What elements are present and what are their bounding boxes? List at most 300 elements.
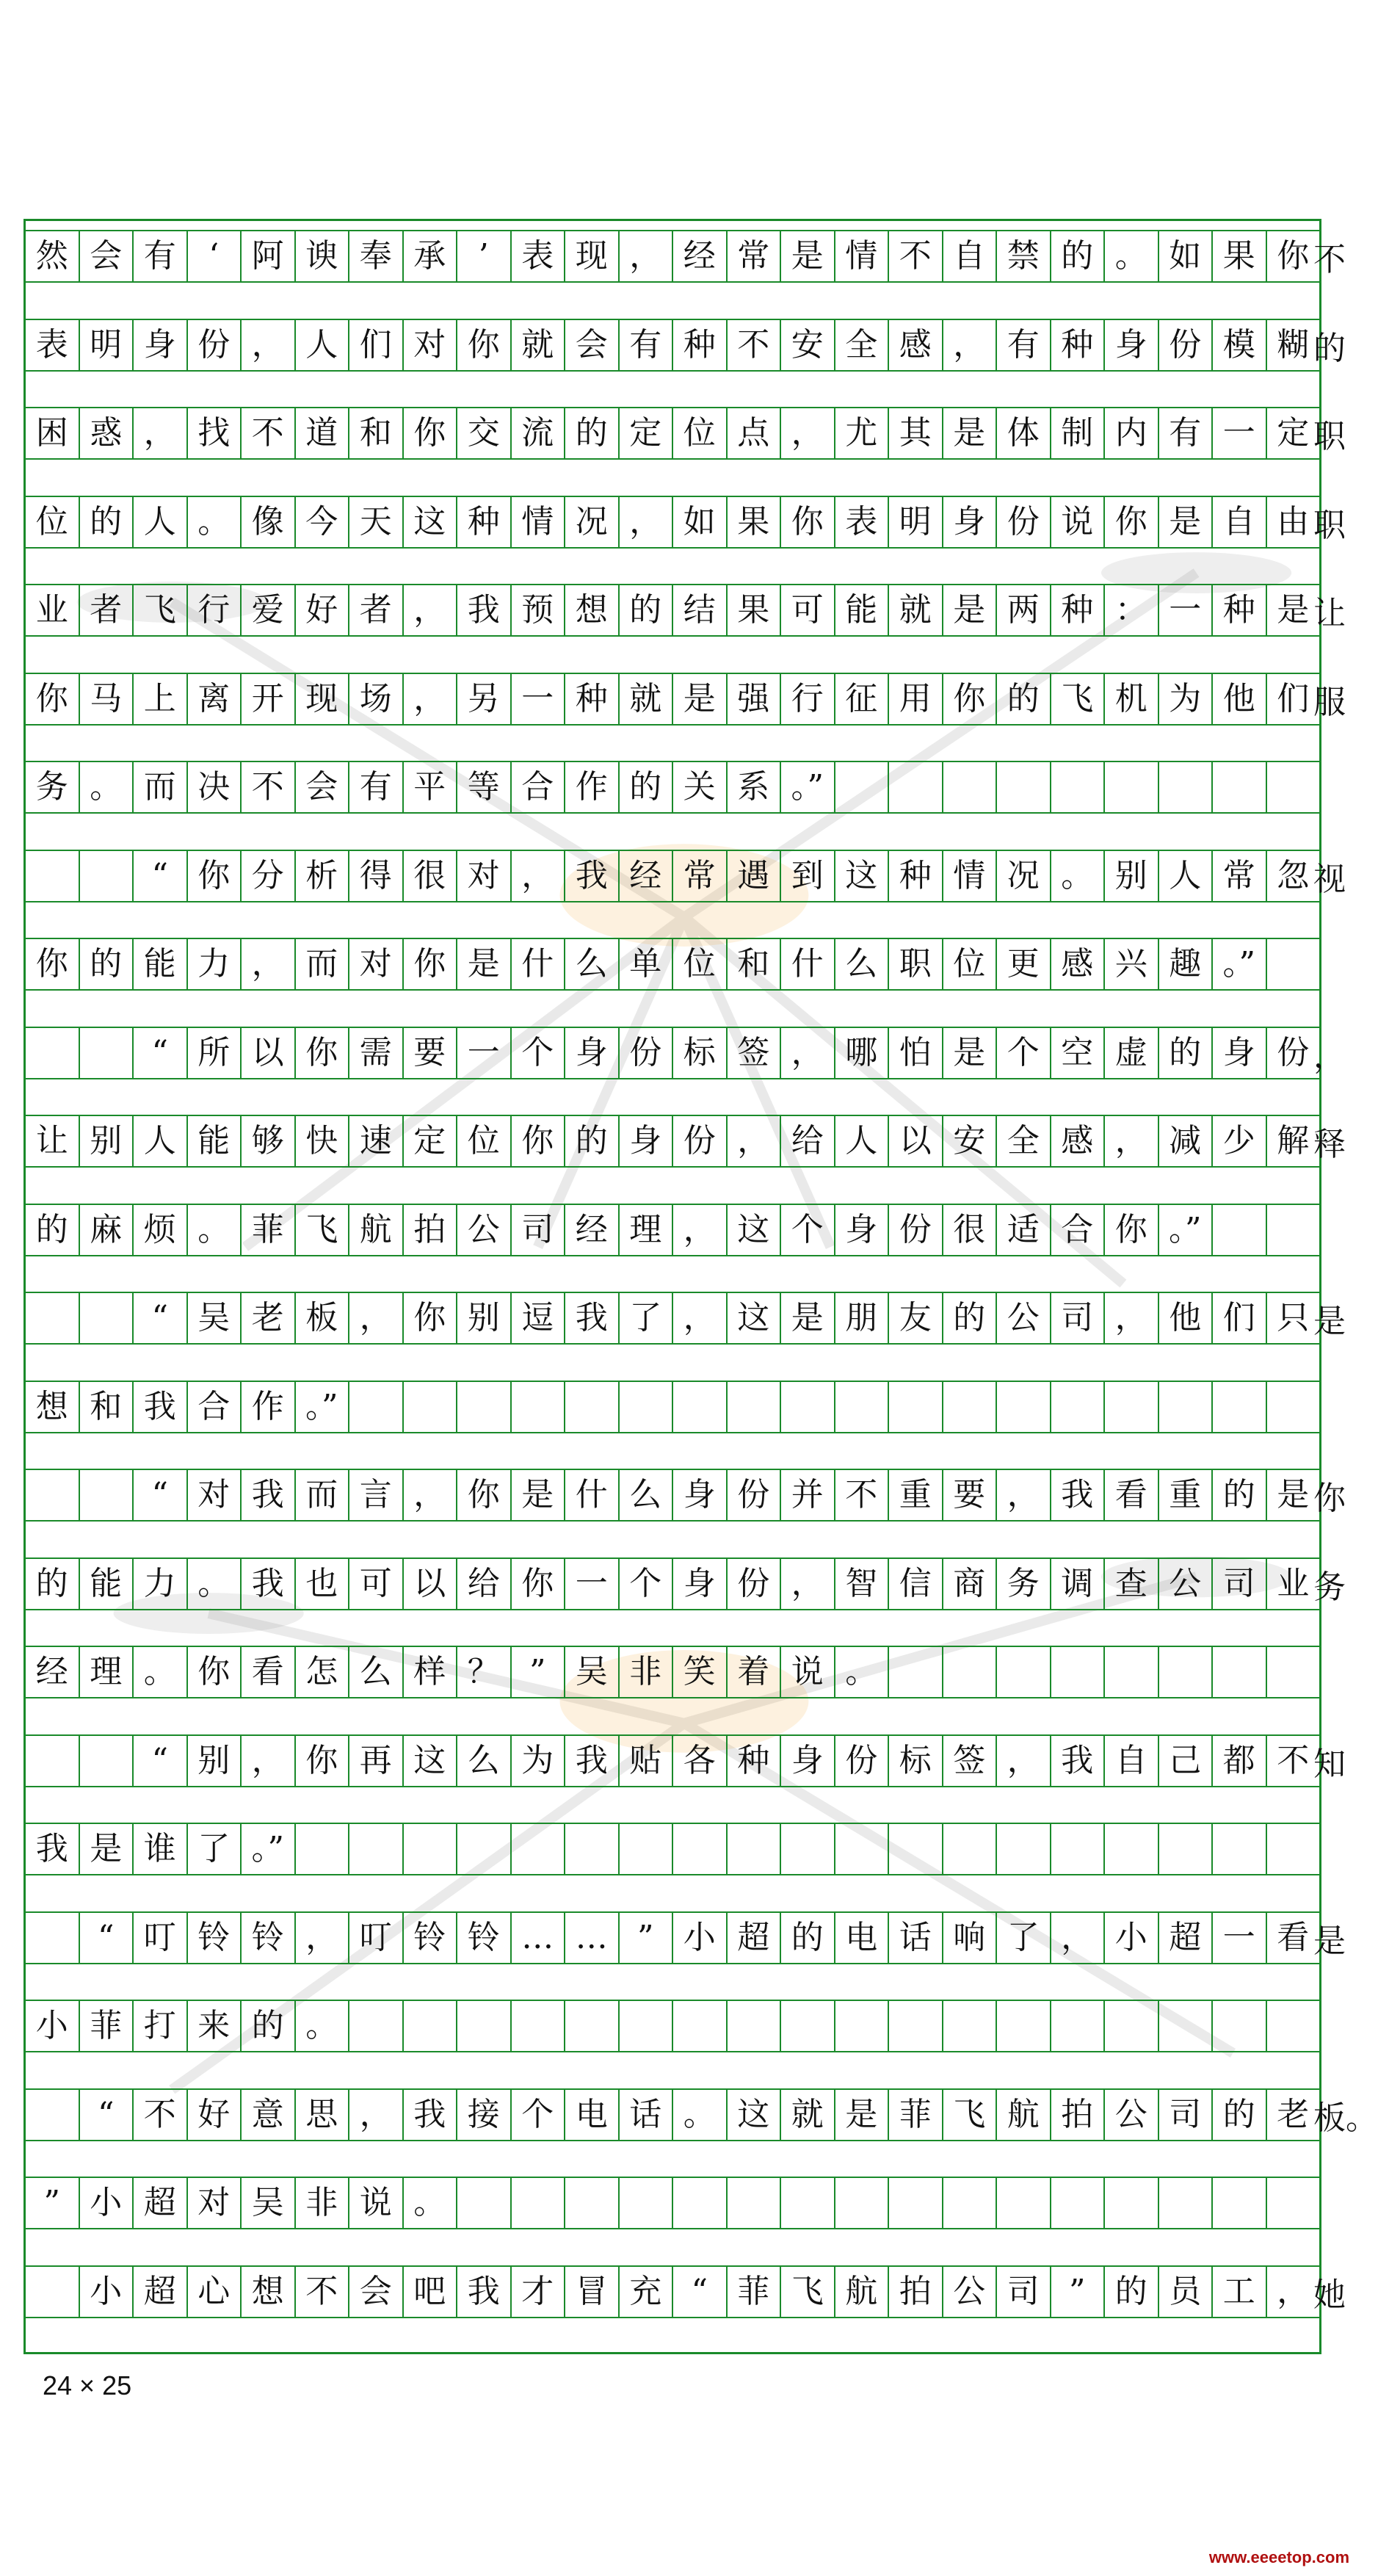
grid-cell: 虚 — [1105, 1028, 1159, 1078]
grid-cell: 我 — [26, 1824, 80, 1874]
grid-cell: 接 — [457, 2090, 512, 2140]
grid-cell — [349, 2001, 404, 2051]
grid-cell: 其 — [889, 408, 943, 458]
grid-cell: 份 — [1267, 1028, 1321, 1078]
grid-cell: … — [565, 1913, 620, 1963]
grid-cell: 经 — [26, 1647, 80, 1697]
grid-cell — [80, 1736, 134, 1786]
grid-cell: 我 — [565, 1293, 620, 1343]
grid-cell: 流 — [512, 408, 566, 458]
grid-cell: 解 — [1267, 1116, 1321, 1166]
grid-cell: 情 — [512, 497, 566, 547]
grid-cell — [565, 2178, 620, 2228]
grid-cell: 禁 — [997, 231, 1051, 281]
grid-cell: 常 — [1213, 851, 1267, 901]
grid-cell: 。 — [296, 2001, 350, 2051]
grid-cell: 想 — [242, 2267, 296, 2317]
grid-cell: 员 — [1159, 2267, 1214, 2317]
grid-cell: 朋 — [835, 1293, 890, 1343]
grid-cell: “ — [134, 1028, 188, 1078]
grid-cell: 叮 — [349, 1913, 404, 1963]
grid-cell: 果 — [728, 497, 782, 547]
grid-cell: “ — [134, 1736, 188, 1786]
grid-cell: 看 — [1105, 1470, 1159, 1520]
grid-cell — [512, 2178, 566, 2228]
grid-cell: 尤 — [835, 408, 890, 458]
grid-row — [26, 938, 1319, 991]
grid-cell: 情 — [835, 231, 890, 281]
grid-cell: 的 — [1213, 1470, 1267, 1520]
grid-cell: ， — [997, 1470, 1051, 1520]
grid-cell: 他 — [1213, 674, 1267, 724]
grid-cell: … — [512, 1913, 566, 1963]
grid-cell — [457, 1382, 512, 1432]
grid-cell: 好 — [188, 2090, 242, 2140]
grid-cell: 单 — [620, 939, 674, 989]
grid-cell: 别 — [1105, 851, 1159, 901]
grid-cell: 有 — [349, 762, 404, 812]
grid-cell: 菲 — [242, 1205, 296, 1255]
grid-cell: ， — [242, 1736, 296, 1786]
grid-cell: ， — [134, 408, 188, 458]
grid-cell: 人 — [835, 1116, 890, 1166]
grid-cell: 你 — [188, 851, 242, 901]
grid-cell: ？ — [457, 1647, 512, 1697]
grid-cell: 我 — [565, 851, 620, 901]
grid-cell: “ — [134, 851, 188, 901]
grid-cell: ， — [1051, 1913, 1106, 1963]
grid-cell: ” — [26, 2178, 80, 2228]
grid-cell: 行 — [781, 674, 835, 724]
grid-cell: 司 — [1051, 1293, 1106, 1343]
grid-cell: 一 — [1213, 408, 1267, 458]
overflow-punctuation: 让 — [1313, 595, 1346, 632]
grid-cell: 要 — [943, 1470, 998, 1520]
grid-cell: 两 — [997, 585, 1051, 635]
grid-cell: 你 — [404, 939, 458, 989]
grid-cell: 的 — [565, 408, 620, 458]
grid-cell — [781, 2001, 835, 2051]
grid-cell: 务 — [997, 1559, 1051, 1609]
grid-cell: ， — [296, 1913, 350, 1963]
grid-cell — [728, 1382, 782, 1432]
grid-cell: 有 — [620, 320, 674, 370]
grid-cell — [1159, 2178, 1214, 2228]
grid-cell: 。 — [134, 1647, 188, 1697]
grid-cell: 对 — [188, 2178, 242, 2228]
grid-cell: 体 — [997, 408, 1051, 458]
grid-cell: 制 — [1051, 408, 1106, 458]
grid-cell: 不 — [728, 320, 782, 370]
grid-cell: 你 — [188, 1647, 242, 1697]
grid-row — [26, 761, 1319, 814]
grid-cell: 这 — [728, 2090, 782, 2140]
grid-cell: ， — [242, 320, 296, 370]
grid-cell — [620, 1824, 674, 1874]
grid-cell: 们 — [1213, 1293, 1267, 1343]
grid-cell: 的 — [565, 1116, 620, 1166]
grid-cell: 什 — [565, 1470, 620, 1520]
grid-cell — [80, 1293, 134, 1343]
grid-cell: 者 — [80, 585, 134, 635]
grid-cell — [1213, 2001, 1267, 2051]
grid-cell: 铃 — [457, 1913, 512, 1963]
grid-cell — [1105, 762, 1159, 812]
grid-cell: 我 — [134, 1382, 188, 1432]
grid-cell: 电 — [835, 1913, 890, 1963]
grid-cell: 你 — [296, 1028, 350, 1078]
grid-cell: 我 — [1051, 1470, 1106, 1520]
grid-cell: ” — [512, 1647, 566, 1697]
grid-cell: 一 — [1213, 1913, 1267, 1963]
grid-cell: 公 — [1159, 1559, 1214, 1609]
grid-cell — [1051, 2178, 1106, 2228]
grid-cell: 超 — [1159, 1913, 1214, 1963]
grid-cell: 才 — [512, 2267, 566, 2317]
grid-cell — [781, 1824, 835, 1874]
grid-cell: 决 — [188, 762, 242, 812]
grid-cell: 重 — [889, 1470, 943, 1520]
grid-cell: 一 — [565, 1559, 620, 1609]
grid-cell: 别 — [188, 1736, 242, 1786]
grid-cell: 。 — [188, 1559, 242, 1609]
grid-cell: 就 — [781, 2090, 835, 2140]
grid-cell: 和 — [349, 408, 404, 458]
grid-cell: 分 — [242, 851, 296, 901]
grid-cell: 超 — [134, 2178, 188, 2228]
grid-cell: 么 — [620, 1470, 674, 1520]
grid-cell: 不 — [1267, 1736, 1321, 1786]
grid-row — [26, 1823, 1319, 1875]
grid-cell: ， — [1105, 1293, 1159, 1343]
grid-cell: 吴 — [565, 1647, 620, 1697]
grid-cell: 小 — [26, 2001, 80, 2051]
grid-cell: 而 — [296, 1470, 350, 1520]
grid-cell: 自 — [1105, 1736, 1159, 1786]
grid-cell: 者 — [349, 585, 404, 635]
grid-cell: 超 — [728, 1913, 782, 1963]
grid-row — [26, 230, 1346, 283]
overflow-punctuation: 视 — [1313, 860, 1346, 898]
grid-cell — [404, 1382, 458, 1432]
grid-cell: 合 — [188, 1382, 242, 1432]
grid-cell: 我 — [1051, 1736, 1106, 1786]
grid-cell: 你 — [1105, 1205, 1159, 1255]
grid-cell — [457, 1824, 512, 1874]
grid-cell: 不 — [296, 2267, 350, 2317]
grid-cell: 航 — [997, 2090, 1051, 2140]
grid-cell: 身 — [134, 320, 188, 370]
grid-cell — [889, 2178, 943, 2228]
grid-cell: 小 — [673, 1913, 728, 1963]
grid-cell: 减 — [1159, 1116, 1214, 1166]
grid-cell: 信 — [889, 1559, 943, 1609]
grid-row — [26, 1469, 1346, 1522]
grid-cell: 安 — [781, 320, 835, 370]
grid-cell — [835, 1824, 890, 1874]
grid-cell: 拍 — [1051, 2090, 1106, 2140]
grid-row — [26, 1557, 1346, 1610]
grid-cell: 再 — [349, 1736, 404, 1786]
grid-cell: 常 — [728, 231, 782, 281]
grid-row — [26, 2088, 1378, 2141]
grid-cell: 经 — [673, 231, 728, 281]
grid-cell: 逗 — [512, 1293, 566, 1343]
grid-cell: 说 — [349, 2178, 404, 2228]
grid-cell: 系 — [728, 762, 782, 812]
grid-cell: 经 — [565, 1205, 620, 1255]
grid-cell: 务 — [26, 762, 80, 812]
manuscript-grid-paper — [23, 219, 1378, 2354]
grid-cell — [997, 1382, 1051, 1432]
grid-cell: 的 — [781, 1913, 835, 1963]
grid-cell: ‘ — [188, 231, 242, 281]
grid-cell — [620, 2001, 674, 2051]
grid-cell: ， — [242, 939, 296, 989]
grid-cell: 司 — [1213, 1559, 1267, 1609]
grid-cell: 身 — [781, 1736, 835, 1786]
grid-cell: 感 — [1051, 939, 1106, 989]
grid-cell: 一 — [512, 674, 566, 724]
overflow-punctuation: 职 — [1313, 506, 1346, 544]
grid-cell — [1213, 1824, 1267, 1874]
grid-cell: 果 — [728, 585, 782, 635]
grid-cell: 会 — [349, 2267, 404, 2317]
grid-cell: “ — [80, 2090, 134, 2140]
grid-cell: 可 — [349, 1559, 404, 1609]
grid-cell — [565, 1824, 620, 1874]
grid-cell — [889, 1647, 943, 1697]
grid-cell: 拍 — [404, 1205, 458, 1255]
grid-cell: ， — [349, 2090, 404, 2140]
grid-cell: 能 — [835, 585, 890, 635]
grid-cell: 的 — [80, 939, 134, 989]
grid-row — [26, 496, 1346, 549]
grid-cell: 种 — [673, 320, 728, 370]
grid-cell: 打 — [134, 2001, 188, 2051]
grid-cell: 给 — [781, 1116, 835, 1166]
grid-row — [26, 407, 1346, 460]
grid-row — [26, 319, 1346, 372]
grid-cell: 的 — [1159, 1028, 1214, 1078]
grid-cell: 样 — [404, 1647, 458, 1697]
grid-cell: 电 — [565, 2090, 620, 2140]
grid-cell: 不 — [134, 2090, 188, 2140]
grid-cell: 况 — [565, 497, 620, 547]
grid-cell: 个 — [620, 1559, 674, 1609]
grid-cell: 感 — [1051, 1116, 1106, 1166]
grid-cell: 合 — [1051, 1205, 1106, 1255]
grid-cell: 一 — [457, 1028, 512, 1078]
grid-cell — [457, 2178, 512, 2228]
grid-cell: ， — [781, 1559, 835, 1609]
grid-cell — [565, 2001, 620, 2051]
grid-cell: 好 — [296, 585, 350, 635]
grid-cell — [26, 2090, 80, 2140]
overflow-punctuation: 知 — [1313, 1745, 1346, 1783]
grid-cell: 职 — [889, 939, 943, 989]
grid-cell — [80, 1028, 134, 1078]
grid-cell: 飞 — [781, 2267, 835, 2317]
grid-cell: 你 — [457, 320, 512, 370]
grid-row — [26, 1115, 1346, 1168]
grid-cell — [1159, 762, 1214, 812]
grid-cell: 等 — [457, 762, 512, 812]
grid-cell: 飞 — [296, 1205, 350, 1255]
grid-cell: 种 — [728, 1736, 782, 1786]
grid-cell — [889, 1824, 943, 1874]
grid-cell: 征 — [835, 674, 890, 724]
grid-cell: 位 — [673, 939, 728, 989]
grid-row — [26, 1381, 1319, 1433]
grid-cell: 对 — [188, 1470, 242, 1520]
grid-cell: 什 — [781, 939, 835, 989]
grid-cell: 预 — [512, 585, 566, 635]
grid-cell: 果 — [1213, 231, 1267, 281]
grid-cell: 个 — [512, 2090, 566, 2140]
grid-cell: 司 — [512, 1205, 566, 1255]
grid-cell: 像 — [242, 497, 296, 547]
grid-cell: 对 — [349, 939, 404, 989]
grid-cell: 意 — [242, 2090, 296, 2140]
grid-cell: 公 — [943, 2267, 998, 2317]
grid-cell: 的 — [80, 497, 134, 547]
grid-row — [26, 1292, 1346, 1345]
grid-cell: 了 — [620, 1293, 674, 1343]
grid-cell: 吴 — [188, 1293, 242, 1343]
grid-row — [26, 673, 1346, 726]
grid-cell: 友 — [889, 1293, 943, 1343]
grid-cell: 都 — [1213, 1736, 1267, 1786]
grid-row — [26, 2000, 1319, 2052]
grid-cell — [943, 2001, 998, 2051]
grid-cell: 烦 — [134, 1205, 188, 1255]
grid-cell: 空 — [1051, 1028, 1106, 1078]
grid-cell: 各 — [673, 1736, 728, 1786]
grid-cell: 这 — [404, 497, 458, 547]
grid-cell: 结 — [673, 585, 728, 635]
grid-cell: 我 — [457, 585, 512, 635]
grid-row — [26, 2177, 1319, 2229]
grid-cell: ， — [997, 1736, 1051, 1786]
grid-cell — [26, 1293, 80, 1343]
grid-cell: 种 — [1213, 585, 1267, 635]
grid-cell: 别 — [457, 1293, 512, 1343]
grid-cell — [1051, 762, 1106, 812]
grid-cell: 惑 — [80, 408, 134, 458]
grid-cell: 身 — [1213, 1028, 1267, 1078]
grid-cell: 全 — [835, 320, 890, 370]
grid-cell: 如 — [673, 497, 728, 547]
grid-cell: 你 — [512, 1116, 566, 1166]
grid-cell — [781, 2178, 835, 2228]
grid-cell: 铃 — [188, 1913, 242, 1963]
grid-cell: 模 — [1213, 320, 1267, 370]
grid-cell: 是 — [943, 585, 998, 635]
grid-cell: 你 — [943, 674, 998, 724]
grid-cell — [889, 2001, 943, 2051]
overflow-punctuation: 务 — [1313, 1568, 1346, 1606]
grid-cell: 了 — [997, 1913, 1051, 1963]
grid-cell — [997, 2178, 1051, 2228]
grid-cell: “ — [80, 1913, 134, 1963]
site-watermark: www.eeeetop.com — [1208, 2548, 1349, 2566]
grid-cell: 能 — [188, 1116, 242, 1166]
grid-cell: 然 — [26, 231, 80, 281]
overflow-punctuation: 她 — [1313, 2276, 1346, 2314]
grid-cell: 么 — [349, 1647, 404, 1697]
grid-cell: 人 — [1159, 851, 1214, 901]
grid-cell: 份 — [1159, 320, 1214, 370]
grid-cell: 签 — [943, 1736, 998, 1786]
grid-cell: 到 — [781, 851, 835, 901]
grid-cell: 奉 — [349, 231, 404, 281]
grid-cell — [1105, 1824, 1159, 1874]
grid-cell: 种 — [889, 851, 943, 901]
grid-cell: 不 — [242, 762, 296, 812]
grid-cell: 了 — [188, 1824, 242, 1874]
grid-cell: 是 — [1159, 497, 1214, 547]
grid-cell — [620, 1382, 674, 1432]
overflow-punctuation: 职 — [1313, 418, 1346, 455]
grid-cell: 感 — [889, 320, 943, 370]
grid-cell: ， — [404, 674, 458, 724]
grid-cell: 让 — [26, 1116, 80, 1166]
grid-cell: 非 — [296, 2178, 350, 2228]
grid-cell — [943, 1382, 998, 1432]
grid-cell: 以 — [404, 1559, 458, 1609]
grid-cell: 。” — [296, 1382, 350, 1432]
grid-cell: 关 — [673, 762, 728, 812]
grid-cell: 我 — [242, 1470, 296, 1520]
grid-cell: 。” — [781, 762, 835, 812]
grid-cell — [1159, 1824, 1214, 1874]
grid-cell: 强 — [728, 674, 782, 724]
grid-cell — [620, 2178, 674, 2228]
grid-cell: 为 — [512, 1736, 566, 1786]
grid-cell: 你 — [1267, 231, 1321, 281]
grid-cell — [349, 1382, 404, 1432]
grid-cell — [1213, 2178, 1267, 2228]
grid-cell: 。 — [835, 1647, 890, 1697]
grid-cell: 力 — [134, 1559, 188, 1609]
grid-cell: 谀 — [296, 231, 350, 281]
grid-cell: 老 — [242, 1293, 296, 1343]
grid-cell: 对 — [457, 851, 512, 901]
grid-cell: 你 — [26, 674, 80, 724]
grid-cell: 自 — [943, 231, 998, 281]
grid-cell: 你 — [296, 1736, 350, 1786]
grid-cell: 作 — [565, 762, 620, 812]
grid-cell — [512, 2001, 566, 2051]
grid-cell: 看 — [1267, 1913, 1321, 1963]
overflow-punctuation: ， — [1313, 1037, 1346, 1075]
grid-cell — [889, 1382, 943, 1432]
grid-cell: 力 — [188, 939, 242, 989]
grid-cell: 就 — [512, 320, 566, 370]
grid-cell: 交 — [457, 408, 512, 458]
grid-cell: 说 — [1051, 497, 1106, 547]
grid-cell: 阿 — [242, 231, 296, 281]
grid-row — [26, 1027, 1346, 1079]
grid-cell: 冒 — [565, 2267, 620, 2317]
grid-cell: 况 — [997, 851, 1051, 901]
grid-cell: 来 — [188, 2001, 242, 2051]
grid-cell — [1105, 1382, 1159, 1432]
grid-cell: ， — [943, 320, 998, 370]
grid-cell: 承 — [404, 231, 458, 281]
grid-cell: 作 — [242, 1382, 296, 1432]
